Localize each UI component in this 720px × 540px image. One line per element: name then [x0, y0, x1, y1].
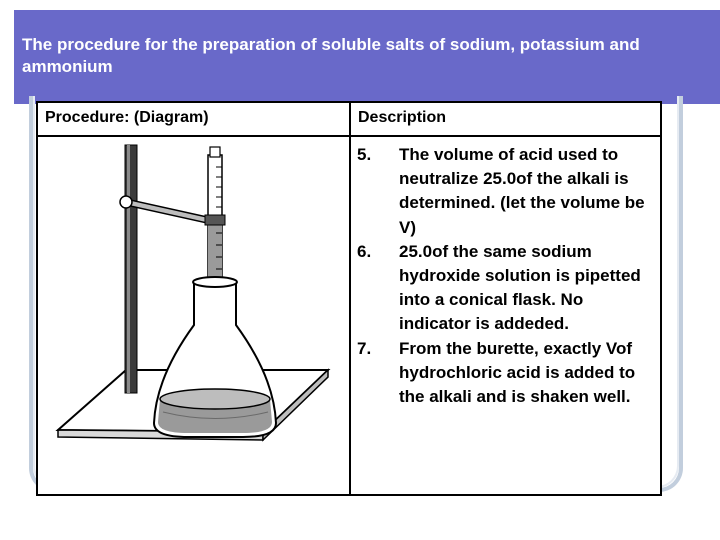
clamp-arm: [126, 199, 216, 225]
alkali-solution: [160, 389, 270, 409]
titration-apparatus-diagram: [38, 137, 346, 492]
step-number: 5.: [357, 145, 372, 164]
description-cell: [350, 136, 661, 495]
stand-rod: [125, 145, 137, 393]
slide-title: The procedure for the preparation of soluble salts of sodium, potassium and ammonium: [22, 35, 640, 76]
step-number: 6.: [357, 241, 372, 261]
step-5: [357, 143, 652, 240]
step-number: 7.: [357, 338, 372, 358]
header-procedure: Procedure: (Diagram): [37, 102, 350, 136]
step-7: [357, 337, 652, 410]
table-body-row: [37, 136, 661, 495]
header-description: Description: [350, 102, 661, 136]
step-6: [357, 240, 652, 337]
procedure-table: [36, 101, 662, 496]
step-text: The volume of acid used to neutralize 25.0of the alkali is determined. (let the volume be V): [399, 145, 645, 237]
diagram-cell: [37, 136, 350, 495]
step-text: 25.0of the same sodium hydroxide solution is pipetted into a conical flask. No indicator is addeded.: [399, 241, 641, 334]
step-text: From the burette, exactly Vof hydrochloric acid is added to the alkali and is shaken well.: [399, 338, 636, 407]
table-header-row: [37, 102, 661, 136]
